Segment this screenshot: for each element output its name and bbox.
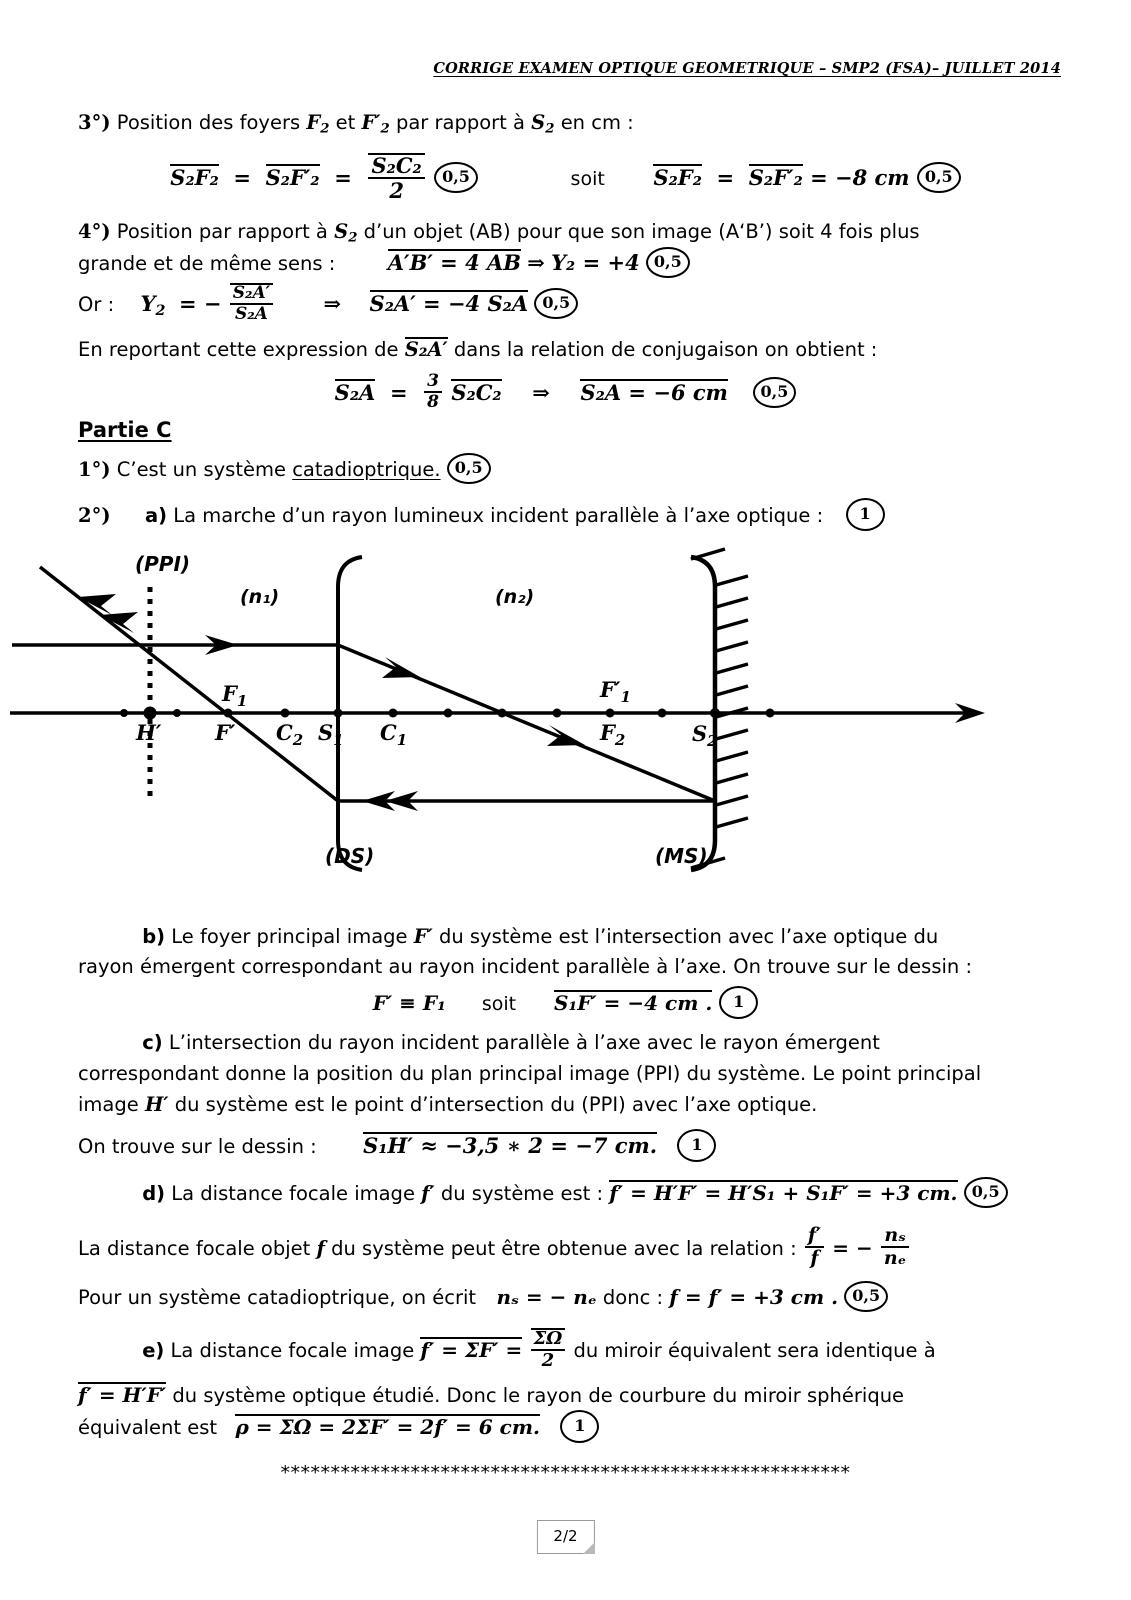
optical-ray-diagram: [0, 545, 1010, 885]
eq-qb-soit: soit: [481, 993, 517, 1015]
implies-arrow: ⇒: [532, 379, 550, 405]
eq-qe-3: ρ = ΣΩ = 2ΣF′ = 2f′ = 6 cm.: [235, 1415, 540, 1439]
eq-qd-result: f = f′ = +3 cm .: [669, 1285, 839, 1309]
question-d-line3: [78, 1282, 1068, 1314]
separator-stars: *********************************************************: [280, 1462, 851, 1484]
question-c-line2: [78, 1059, 1053, 1089]
eq-q3-eq3: =: [709, 165, 742, 191]
page-number-box: 2/2: [536, 1520, 594, 1554]
question-3-et: et: [335, 111, 356, 134]
eq-q3-lhs: S₂F₂: [170, 165, 219, 191]
question-c-line3: [78, 1090, 1053, 1120]
eq-q3-soit: soit: [570, 168, 605, 191]
symbol-f2-prime: $F'_2$: [361, 111, 390, 137]
fraction-sigma-omega: $\frac{\Sigma\Omega}{2}$: [531, 1328, 566, 1371]
eq-qb-left: F′ ≡ F₁: [372, 991, 446, 1015]
eq-q4-fraction: $\frac{3}{8}$: [424, 373, 442, 412]
score-badge: 1: [677, 1129, 716, 1162]
gamma-fraction: $\frac{\text{S₂A′}}{\text{S₂A}}$: [230, 283, 273, 324]
question-4-text1b: d’un objet (AB) pour que son image (A‘B’) soit 4 fois plus: [363, 220, 920, 243]
implies-arrow: ⇒: [323, 290, 342, 316]
score-badge: 0,5: [534, 288, 578, 319]
label-ds: (DS): [325, 844, 375, 868]
q-d-text1: La distance focale image: [171, 1182, 415, 1205]
q-e-text2b: du système optique étudié. Donc le rayon de courbure du miroir sphérique: [172, 1384, 905, 1407]
q-d-letter: d): [142, 1182, 166, 1205]
q-c-text3b: du système est le point d’intersection du (PPI) avec l’axe optique.: [174, 1093, 818, 1116]
label-f1-prime: $F'_1$: [600, 677, 631, 706]
label-s2: $S_2$: [692, 721, 718, 750]
eq-qd: f′ = H′F′ = H′S₁ + S₁F′ = +3 cm.: [609, 1181, 958, 1205]
eq-q4-result: S₂A = −6 cm: [580, 379, 728, 405]
q-b-text2: rayon émergent correspondant au rayon incident parallèle à l’axe. On trouve sur le dessin :: [78, 955, 973, 978]
label-h-prime: H′: [136, 720, 162, 745]
score-badge: 0,5: [447, 453, 491, 484]
score-badge: 0,5: [646, 247, 690, 278]
q-b-text1: Le foyer principal image: [171, 925, 408, 948]
eq-q4-equals: =: [382, 379, 415, 405]
q-e-letter: e): [142, 1338, 165, 1362]
question-3-text-before: Position des foyers: [116, 111, 301, 134]
label-ppi: (PPI): [135, 552, 191, 576]
label-n1: (n₁): [240, 586, 280, 608]
partie-c-q2: [78, 500, 885, 533]
question-3-text-end: en cm :: [560, 111, 634, 134]
question-4-number: 4°): [78, 220, 111, 243]
q2-letter-a: a): [144, 504, 168, 527]
q4-line3-a: En reportant cette expression de: [78, 338, 399, 361]
label-n2: (n₂): [495, 586, 535, 608]
score-badge: 1: [560, 1410, 599, 1443]
label-s1: $S_1$: [318, 720, 344, 749]
question-3-line: [78, 108, 1058, 145]
q-d-text2b: du système peut être obtenue avec la relation :: [331, 1236, 797, 1260]
score-badge: 0,5: [844, 1281, 888, 1312]
fraction-ns-over-ne: $\frac{\text{nₛ}}{\text{nₑ}}$: [881, 1226, 909, 1269]
question-e-line2: [78, 1380, 1068, 1411]
score-badge: 1: [846, 498, 885, 531]
symbol-f-prime: F′: [413, 925, 433, 948]
score-badge: 0,5: [964, 1177, 1008, 1208]
q1-text: C’est un système: [116, 458, 286, 481]
symbol-f2: $F_2$: [306, 111, 330, 137]
mirror-ms: [691, 549, 748, 870]
partie-c-title: Partie C: [78, 418, 172, 442]
eq-qc: S₁H′ ≈ −3,5 ∗ 2 = −7 cm.: [363, 1133, 658, 1158]
q-d-text3a: Pour un système catadioptrique, on écrit: [78, 1286, 477, 1309]
label-ms: (MS): [655, 844, 708, 868]
question-4-line2: [78, 248, 1053, 280]
question-c-line4: [78, 1131, 1053, 1164]
question-b-line2: [78, 952, 1053, 982]
emergent-ray: [40, 567, 338, 801]
q-c-text4: On trouve sur le dessin :: [78, 1135, 317, 1158]
eq-ab: A′B′ = 4 AB: [387, 250, 522, 275]
score-badge: 0,5: [917, 162, 961, 193]
eq-q4-lhs: S₂A: [334, 379, 376, 405]
question-d-line1: [78, 1178, 1068, 1210]
equation-q4-final: [0, 371, 1131, 414]
question-4-or-line: [78, 285, 1053, 326]
eq-s2ap: S₂A′ = −4 S₂A: [369, 290, 529, 316]
question-b-line1: [78, 922, 1053, 952]
q4-line3-symbol: S₂A′: [404, 338, 448, 361]
q-d-text3b: donc :: [602, 1286, 664, 1309]
q2-text: La marche d’un rayon lumineux incident parallèle à l’axe optique :: [173, 504, 824, 527]
question-3-number: 3°): [78, 111, 111, 134]
document-header: CORRIGE EXAMEN OPTIQUE GEOMETRIQUE – SMP2 (FSA)– JUILLET 2014: [433, 60, 1061, 77]
label-c1: $C_1$: [380, 720, 408, 749]
question-d-line2: [78, 1224, 1068, 1271]
symbol-s2: $S_2$: [531, 111, 555, 137]
eq-q3-mid2: S₂F′₂: [748, 165, 803, 191]
q-b-letter: b): [142, 925, 166, 948]
eq-q3-eq1: =: [226, 165, 259, 191]
equals-minus: = −: [171, 290, 222, 316]
eq-qe-1: f′ = ΣF′ =: [420, 1337, 523, 1362]
implies-arrow: ⇒: [527, 250, 545, 275]
q-c-text2: correspondant donne la position du plan principal image (PPI) du système. Le point principal: [78, 1062, 982, 1085]
q-d-text1b: du système est :: [440, 1182, 604, 1205]
eq-q3-result: = −8 cm: [810, 165, 910, 191]
question-4-line3: [78, 335, 1053, 365]
partie-c-q1: [78, 455, 491, 486]
score-badge: 0,5: [434, 162, 478, 193]
q1-number: 1°): [78, 458, 111, 481]
gamma-symbol: $\Upsilon_2$: [140, 290, 166, 319]
label-f1: $F_1$: [222, 681, 248, 710]
q2-number: 2°): [78, 504, 111, 527]
equals-minus: = −: [832, 1235, 873, 1260]
question-3-text-after: par rapport à: [395, 111, 525, 134]
q4-line3-b: dans la relation de conjugaison on obtient :: [453, 338, 878, 361]
symbol-f: f: [316, 1236, 325, 1260]
eq-ns-ne: nₛ = − nₑ: [496, 1285, 597, 1309]
mirror-hatching: [691, 549, 748, 868]
label-c2: $C_2$: [276, 720, 304, 749]
eq-q4-mid: S₂C₂: [451, 379, 502, 405]
symbol-f-prime: f′: [421, 1182, 435, 1205]
question-4-text2: grande et de même sens :: [78, 252, 336, 275]
score-badge: 1: [719, 986, 758, 1019]
eq-q3-eq2: =: [326, 165, 360, 191]
eq-qb-right: S₁F′ = −4 cm .: [554, 991, 713, 1015]
q-c-letter: c): [142, 1031, 163, 1054]
or-label: Or :: [78, 292, 115, 316]
q-e-text1b: du miroir équivalent sera identique à: [573, 1338, 936, 1362]
symbol-s2: $S_2$: [334, 220, 358, 246]
eq-q3-mid: S₂F′₂: [265, 165, 320, 191]
equation-qb: [0, 988, 1131, 1021]
q-c-text1: L’intersection du rayon incident parallèle à l’axe avec le rayon émergent: [168, 1031, 880, 1054]
q-d-text2a: La distance focale objet: [78, 1236, 311, 1260]
question-e-line1: [78, 1330, 1068, 1373]
label-f-prime: F′: [215, 720, 236, 745]
score-badge: 0,5: [753, 377, 797, 408]
eq-q3-fraction: $\frac{\text{S₂C₂}}{2}$: [368, 153, 424, 202]
q1-underlined-term: catadioptrique.: [292, 458, 441, 481]
fraction-fprime-over-f: $\frac{f'}{f}$: [805, 1226, 824, 1269]
eq-qe-2: f′ = H′F′: [78, 1383, 167, 1407]
eq-q3-lhs2: S₂F₂: [653, 165, 702, 191]
q-e-text1: La distance focale image: [170, 1338, 415, 1362]
question-c-line1: [78, 1028, 1053, 1058]
q-b-text1b: du système est l’intersection avec l’axe optique du: [438, 925, 939, 948]
equation-q3: [0, 155, 1131, 204]
q-e-text3a: équivalent est: [78, 1416, 218, 1439]
incident-ray-parallel: [12, 635, 338, 655]
question-4-text1: Position par rapport à: [116, 220, 328, 243]
question-e-line3: [78, 1412, 1068, 1445]
eq-gamma2: Υ₂ = +4: [551, 250, 640, 275]
symbol-h-prime: H′: [144, 1093, 169, 1116]
q-c-text3a: image: [78, 1093, 139, 1116]
reflected-ray-return: [338, 791, 715, 811]
label-f2: $F_2$: [600, 720, 626, 749]
